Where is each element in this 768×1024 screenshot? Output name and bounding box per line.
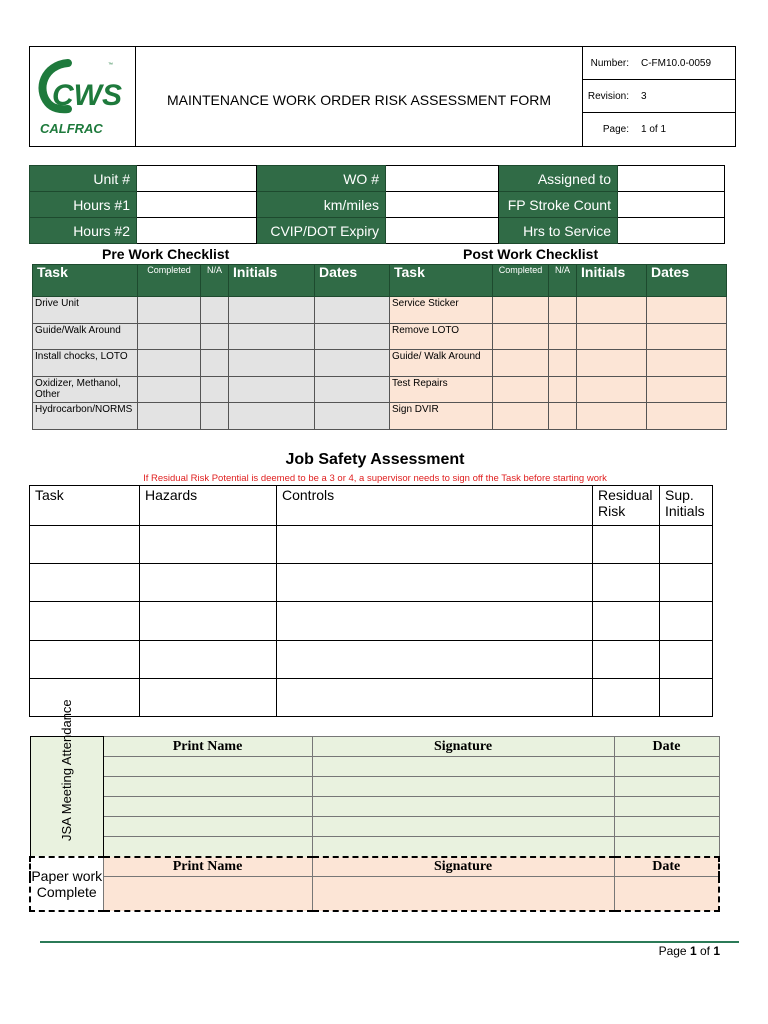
print-name-cell[interactable] [103,817,312,837]
hazards-cell[interactable] [140,602,277,640]
table-row [33,350,390,377]
col-print-name: Print Name [103,857,312,877]
jsa-meeting-attendance [29,699,720,912]
col-completed: Completed [138,265,201,297]
dates-cell[interactable] [647,297,727,324]
na-cell[interactable] [549,297,577,324]
task-label: Test Repairs [390,376,493,403]
task-label: Service Sticker [390,297,493,324]
table-row [33,376,390,403]
col-na: N/A [549,265,577,297]
page-current: 1 [689,944,697,958]
hours-1-field[interactable] [137,192,257,218]
col-task: Task [390,265,493,297]
meta-revision [583,80,735,113]
pre-checklist-title: Pre Work Checklist [102,246,230,262]
wo-field[interactable] [386,166,499,192]
task-label: Remove LOTO [390,323,493,350]
col-dates: Dates [647,265,727,297]
table-row [30,678,713,716]
col-controls: Controls [277,486,593,526]
table-row [30,877,719,911]
completed-cell[interactable] [493,376,549,403]
signature-cell[interactable] [312,777,614,797]
task-label: Guide/Walk Around [33,323,138,350]
page-word: Page [658,944,690,958]
initials-cell[interactable] [577,297,647,324]
attendance-side-label [30,699,103,857]
checklist-header [33,265,390,297]
logo-cell [30,47,136,146]
dates-cell[interactable] [647,376,727,403]
task-cell[interactable] [30,564,140,602]
dates-cell[interactable] [315,350,390,377]
dates-cell[interactable] [647,323,727,350]
controls-cell[interactable] [277,640,593,678]
residual-risk-cell[interactable] [593,602,660,640]
task-label: Install chocks, LOTO [33,350,138,377]
km-miles-field[interactable] [386,192,499,218]
table-row [33,403,390,430]
document-meta [583,47,735,146]
assigned-to-field[interactable] [618,166,725,192]
unit-info-row [30,192,725,218]
date-cell[interactable] [614,837,719,857]
table-row [30,564,713,602]
completed-cell[interactable] [493,403,549,430]
meta-value: 3 [641,90,647,102]
paperwork-complete-label: Paper work Complete [30,857,103,911]
task-cell[interactable] [30,678,140,716]
label-hours-1: Hours #1 [30,192,137,218]
col-hazards: Hazards [140,486,277,526]
print-name-cell[interactable] [103,757,312,777]
col-initials: Initials [229,265,315,297]
initials-cell[interactable] [229,350,315,377]
col-task: Task [33,265,138,297]
hrs-to-service-field[interactable] [618,218,725,244]
table-row [390,403,727,430]
controls-cell[interactable] [277,678,593,716]
form-header [29,46,736,147]
col-signature: Signature [312,857,614,877]
signature-cell[interactable] [312,757,614,777]
jsa-header [30,486,713,526]
initials-cell[interactable] [229,403,315,430]
label-fp-stroke-count: FP Stroke Count [499,192,618,218]
table-row [30,817,719,837]
of-word: of [696,944,714,958]
date-cell[interactable] [614,817,719,837]
sup-initials-cell[interactable] [660,678,713,716]
completed-cell[interactable] [493,323,549,350]
signature-cell[interactable] [312,877,614,911]
dates-cell[interactable] [315,376,390,403]
col-sup-initials: Sup. Initials [660,486,713,526]
task-cell[interactable] [30,526,140,564]
meta-value: C-FM10.0-0059 [641,57,712,69]
residual-risk-cell[interactable] [593,640,660,678]
table-row [30,777,719,797]
dates-cell[interactable] [647,403,727,430]
residual-risk-cell[interactable] [593,564,660,602]
sup-initials-cell[interactable] [660,564,713,602]
unit-info-table [29,165,725,244]
hazards-cell[interactable] [140,564,277,602]
initials-cell[interactable] [229,376,315,403]
na-cell[interactable] [549,376,577,403]
initials-cell[interactable] [577,403,647,430]
na-cell[interactable] [201,403,229,430]
completed-cell[interactable] [138,403,201,430]
date-cell[interactable] [614,757,719,777]
na-cell[interactable] [201,297,229,324]
table-row [390,323,727,350]
col-dates: Dates [315,265,390,297]
jsa-warning-note: If Residual Risk Potential is deemed to be a 3 or 4, a supervisor needs to sign off the Task before starting work [143,473,607,484]
print-name-cell[interactable] [103,877,312,911]
task-label: Guide/ Walk Around [390,350,493,377]
label-hrs-to-service: Hrs to Service [499,218,618,244]
task-label: Oxidizer, Methanol, Other [33,376,138,403]
task-cell[interactable] [30,640,140,678]
date-cell[interactable] [614,877,719,911]
label-wo: WO # [257,166,386,192]
na-cell[interactable] [201,376,229,403]
table-row [33,297,390,324]
controls-cell[interactable] [277,526,593,564]
meta-value: 1 of 1 [641,124,667,135]
signature-cell[interactable] [312,797,614,817]
label-cvip-dot-expiry: CVIP/DOT Expiry [257,218,386,244]
initials-cell[interactable] [577,376,647,403]
table-row [30,757,719,777]
initials-cell[interactable] [577,323,647,350]
completed-cell[interactable] [493,350,549,377]
jsa-title: Job Safety Assessment [285,451,465,468]
hazards-cell[interactable] [140,526,277,564]
controls-cell[interactable] [277,602,593,640]
paperwork-header [30,857,719,877]
sup-initials-cell[interactable] [660,640,713,678]
residual-risk-cell[interactable] [593,678,660,716]
na-cell[interactable] [549,403,577,430]
table-row [390,297,727,324]
task-cell[interactable] [30,602,140,640]
col-date: Date [614,737,719,757]
footer-divider [40,941,739,943]
meta-number [583,47,735,80]
hazards-cell[interactable] [140,678,277,716]
fp-stroke-count-field[interactable] [618,192,725,218]
print-name-cell[interactable] [103,777,312,797]
col-print-name: Print Name [103,737,312,757]
page-total: 1 [713,944,720,958]
table-row [30,640,713,678]
na-cell[interactable] [201,350,229,377]
col-completed: Completed [493,265,549,297]
date-cell[interactable] [614,797,719,817]
attendance-header [30,737,719,757]
cvip-dot-expiry-field[interactable] [386,218,499,244]
attendance-label: JSA Meeting Attendance [58,699,74,842]
unit-info-row [30,166,725,192]
post-checklist-title: Post Work Checklist [463,246,599,262]
task-label: Sign DVIR [390,403,493,430]
completed-cell[interactable] [138,376,201,403]
table-row [30,797,719,817]
calfrac-logo [30,47,136,146]
col-signature: Signature [312,737,614,757]
col-task: Task [30,486,140,526]
task-label: Hydrocarbon/NORMS [33,403,138,430]
residual-risk-cell[interactable] [593,526,660,564]
label-km-miles: km/miles [257,192,386,218]
print-name-cell[interactable] [103,837,312,857]
job-safety-assessment-table [29,485,713,717]
meta-label: Page: [602,124,629,135]
table-row [390,376,727,403]
dates-cell[interactable] [647,350,727,377]
meta-label: Revision: [587,90,629,102]
task-label: Drive Unit [33,297,138,324]
completed-cell[interactable] [138,350,201,377]
unit-field[interactable] [137,166,257,192]
table-row [30,837,719,857]
na-cell[interactable] [549,323,577,350]
svg-text:CWS: CWS [52,79,122,112]
form-title: MAINTENANCE WORK ORDER RISK ASSESSMENT FORM [136,47,583,146]
col-residual-risk: Residual Risk [593,486,660,526]
controls-cell[interactable] [277,564,593,602]
dates-cell[interactable] [315,323,390,350]
post-work-checklist [389,264,727,430]
signature-cell[interactable] [312,817,614,837]
label-hours-2: Hours #2 [30,218,137,244]
initials-cell[interactable] [229,323,315,350]
table-row [390,350,727,377]
completed-cell[interactable] [493,297,549,324]
date-cell[interactable] [614,777,719,797]
signature-cell[interactable] [312,837,614,857]
table-row [30,602,713,640]
initials-cell[interactable] [577,350,647,377]
label-unit: Unit # [30,166,137,192]
meta-page [583,113,735,146]
table-row [33,323,390,350]
sup-initials-cell[interactable] [660,526,713,564]
table-row [30,526,713,564]
dates-cell[interactable] [315,297,390,324]
col-na: N/A [201,265,229,297]
hazards-cell[interactable] [140,640,277,678]
unit-info-row [30,218,725,244]
label-assigned-to: Assigned to [499,166,618,192]
col-initials: Initials [577,265,647,297]
pre-work-checklist [32,264,390,430]
na-cell[interactable] [549,350,577,377]
dates-cell[interactable] [315,403,390,430]
completed-cell[interactable] [138,297,201,324]
meta-label: Number: [590,57,629,69]
footer-page-number [640,944,720,958]
completed-cell[interactable] [138,323,201,350]
na-cell[interactable] [201,323,229,350]
initials-cell[interactable] [229,297,315,324]
col-date: Date [614,857,719,877]
sup-initials-cell[interactable] [660,602,713,640]
checklist-header [390,265,727,297]
print-name-cell[interactable] [103,797,312,817]
svg-text:™: ™ [108,62,113,68]
svg-text:CALFRAC: CALFRAC [40,121,103,136]
hours-2-field[interactable] [137,218,257,244]
